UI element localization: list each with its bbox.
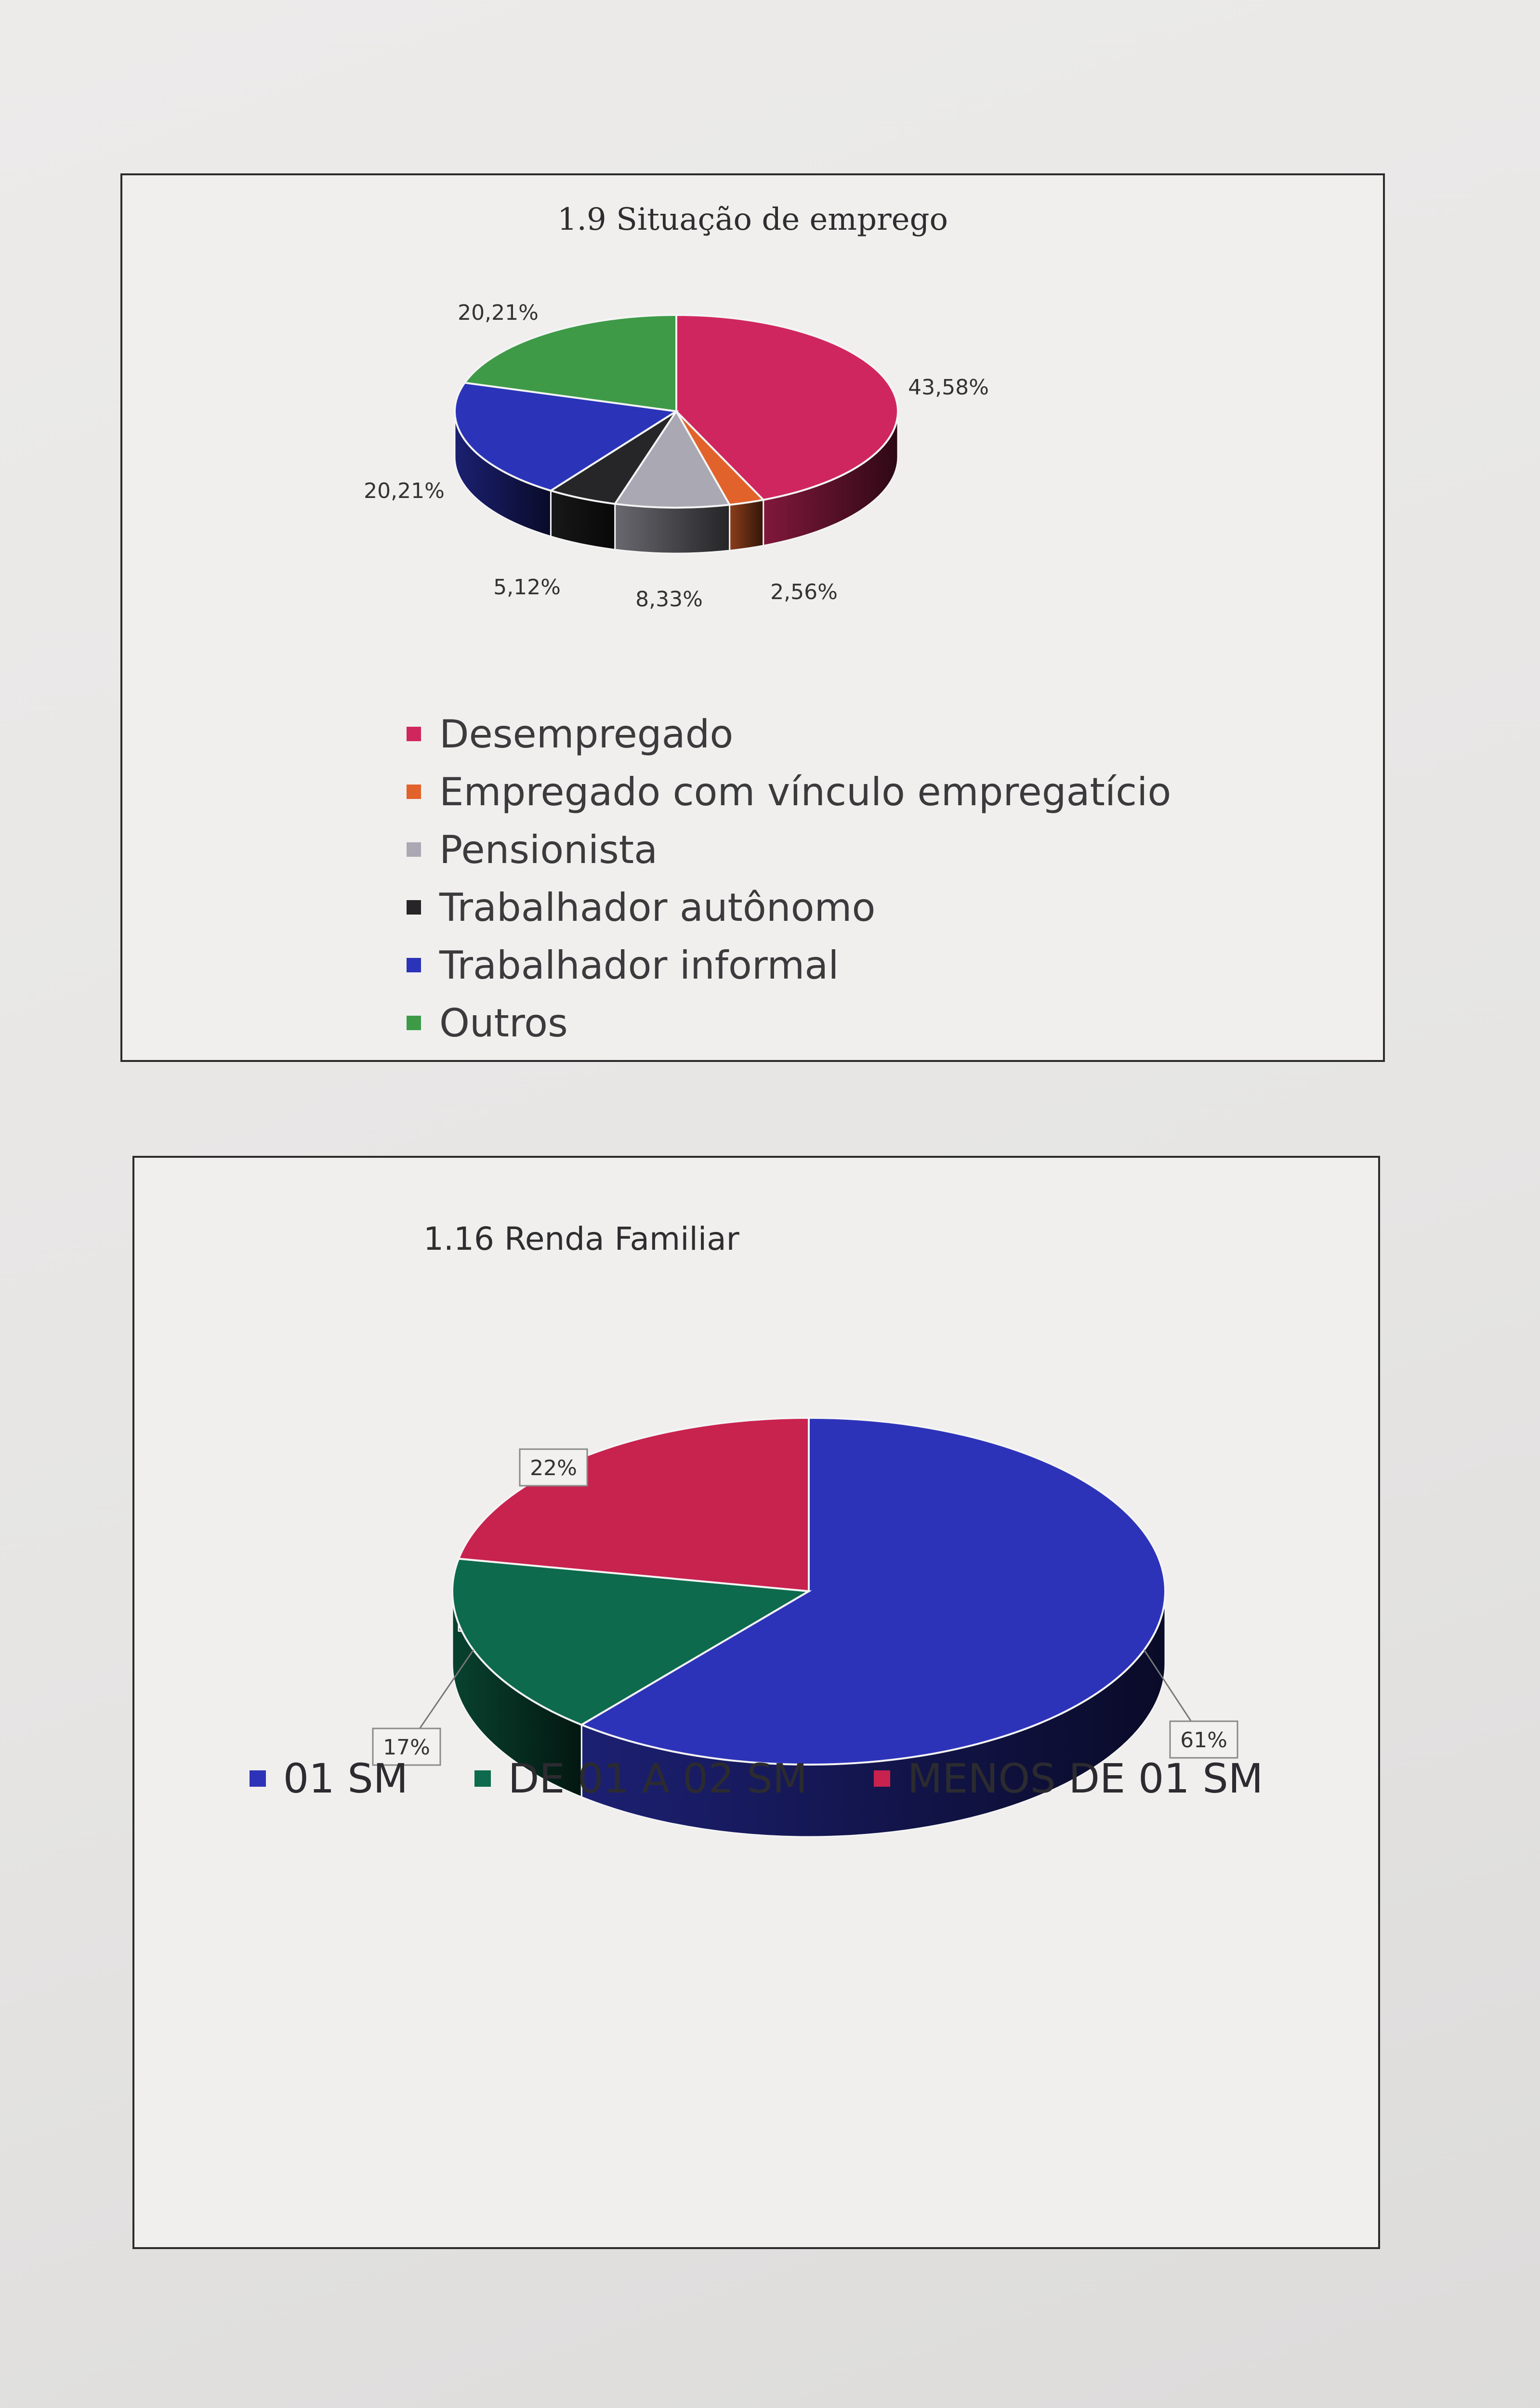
legend-item bbox=[407, 763, 1171, 821]
legend-label: Trabalhador autônomo bbox=[439, 885, 876, 930]
legend-label: MENOS DE 01 SM bbox=[907, 1755, 1264, 1802]
legend-label: Desempregado bbox=[439, 711, 734, 757]
data-label: 20,21% bbox=[458, 301, 539, 325]
legend-swatch bbox=[250, 1770, 266, 1787]
legend-swatch bbox=[407, 842, 421, 857]
data-label: 17% bbox=[383, 1735, 430, 1760]
data-label: 8,33% bbox=[635, 587, 703, 612]
legend-item bbox=[407, 936, 1171, 994]
data-label: 43,58% bbox=[908, 375, 989, 400]
legend-label: DE 01 A 02 SM bbox=[508, 1755, 808, 1802]
legend-swatch bbox=[407, 785, 421, 799]
family-income-legend bbox=[134, 1755, 1378, 1802]
employment-chart bbox=[120, 173, 1385, 1062]
legend-swatch bbox=[407, 900, 421, 915]
family-income-pie bbox=[134, 1158, 1382, 1760]
legend-item bbox=[874, 1755, 1263, 1802]
employment-legend bbox=[407, 705, 1171, 1052]
legend-item bbox=[407, 705, 1171, 763]
data-label: 20,21% bbox=[364, 479, 445, 503]
chart-title: 1.9 Situação de emprego bbox=[557, 202, 948, 237]
chart-title: 1.16 Renda Familiar bbox=[423, 1220, 739, 1257]
family-income-chart bbox=[132, 1156, 1380, 2249]
pie-slice-side bbox=[730, 500, 763, 550]
legend-label: Trabalhador informal bbox=[439, 942, 839, 988]
legend-label: Outros bbox=[439, 1000, 568, 1046]
data-label: 61% bbox=[1180, 1728, 1227, 1753]
legend-label: Empregado com vínculo empregatício bbox=[439, 769, 1171, 814]
legend-item bbox=[407, 994, 1171, 1052]
legend-swatch bbox=[874, 1770, 890, 1787]
legend-item bbox=[250, 1755, 408, 1802]
employment-pie bbox=[122, 175, 1387, 705]
legend-item bbox=[474, 1755, 808, 1802]
pie-slice-side bbox=[615, 504, 730, 553]
legend-swatch bbox=[407, 958, 421, 972]
data-label: 5,12% bbox=[493, 575, 561, 600]
legend-item bbox=[407, 821, 1171, 878]
legend-swatch bbox=[474, 1770, 491, 1787]
legend-item bbox=[407, 878, 1171, 936]
legend-swatch bbox=[407, 727, 421, 741]
data-label: 2,56% bbox=[770, 580, 838, 604]
legend-label: 01 SM bbox=[283, 1755, 408, 1802]
data-label: 22% bbox=[530, 1456, 577, 1480]
legend-label: Pensionista bbox=[439, 827, 658, 872]
legend-swatch bbox=[407, 1016, 421, 1030]
